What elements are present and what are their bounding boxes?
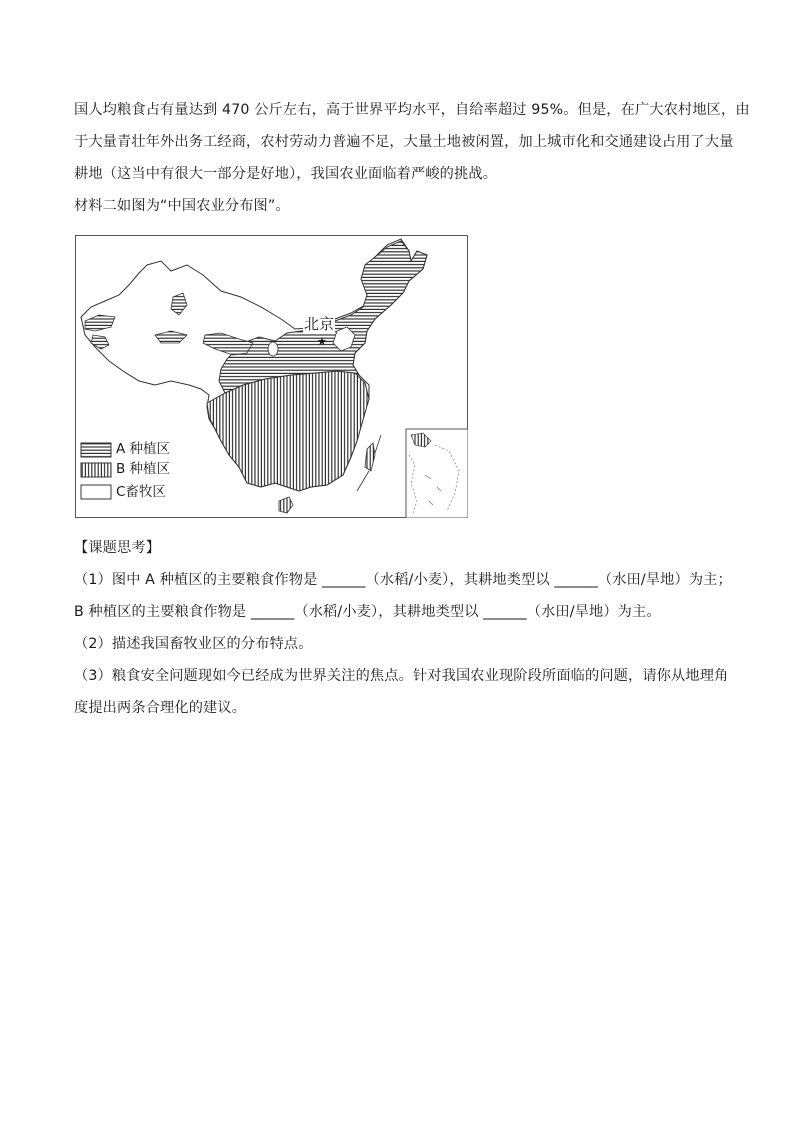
beijing-star-icon: ★ [317, 335, 327, 348]
question-1-line-1: （1）图中 A 种植区的主要粮食作物是 ______（水稻/小麦），其耕地类型以 ______（水田/旱地）为主； [74, 572, 732, 588]
question-2: （2）描述我国畜牧业区的分布特点。 [74, 636, 313, 652]
beijing-label: 北京 [304, 315, 335, 333]
material-two-caption: 材料二如图为“中国农业分布图”。 [74, 198, 290, 214]
legend-label-c: C畜牧区 [116, 484, 166, 500]
legend-swatch-a [81, 443, 111, 457]
passage-line-3: 耕地（这当中有很大一部分是好地），我国农业面临着严峻的挑战。 [74, 166, 498, 182]
lake [268, 342, 278, 356]
china-agriculture-map [75, 235, 468, 518]
legend-swatch-c [81, 485, 111, 499]
section-title: 【课题思考】 [74, 540, 161, 556]
legend-swatch-b [81, 463, 111, 477]
passage-line-2: 于大量青壮年外出务工经商，农村劳动力普遍不足，大量土地被闲置，加上城市化和交通建设占用了大量 [74, 134, 734, 150]
question-3-line-2: 度提出两条合理化的建议。 [74, 700, 247, 716]
legend-label-b: B 种植区 [116, 461, 171, 477]
passage-line-1: 国人均粮食占有量达到 470 公斤左右，高于世界平均水平，自给率超过 95%。但是，在广大农村地区，由 [74, 102, 750, 118]
question-1-line-2: B 种植区的主要粮食作物是 ______（水稻/小麦），其耕地类型以 ______（水田/旱地）为主。 [74, 604, 661, 620]
question-3-line-1: （3）粮食安全问题现如今已经成为世界关注的焦点。针对我国农业现阶段所面临的问题，请你从地理角 [74, 668, 729, 684]
legend-label-a: A 种植区 [116, 441, 171, 457]
